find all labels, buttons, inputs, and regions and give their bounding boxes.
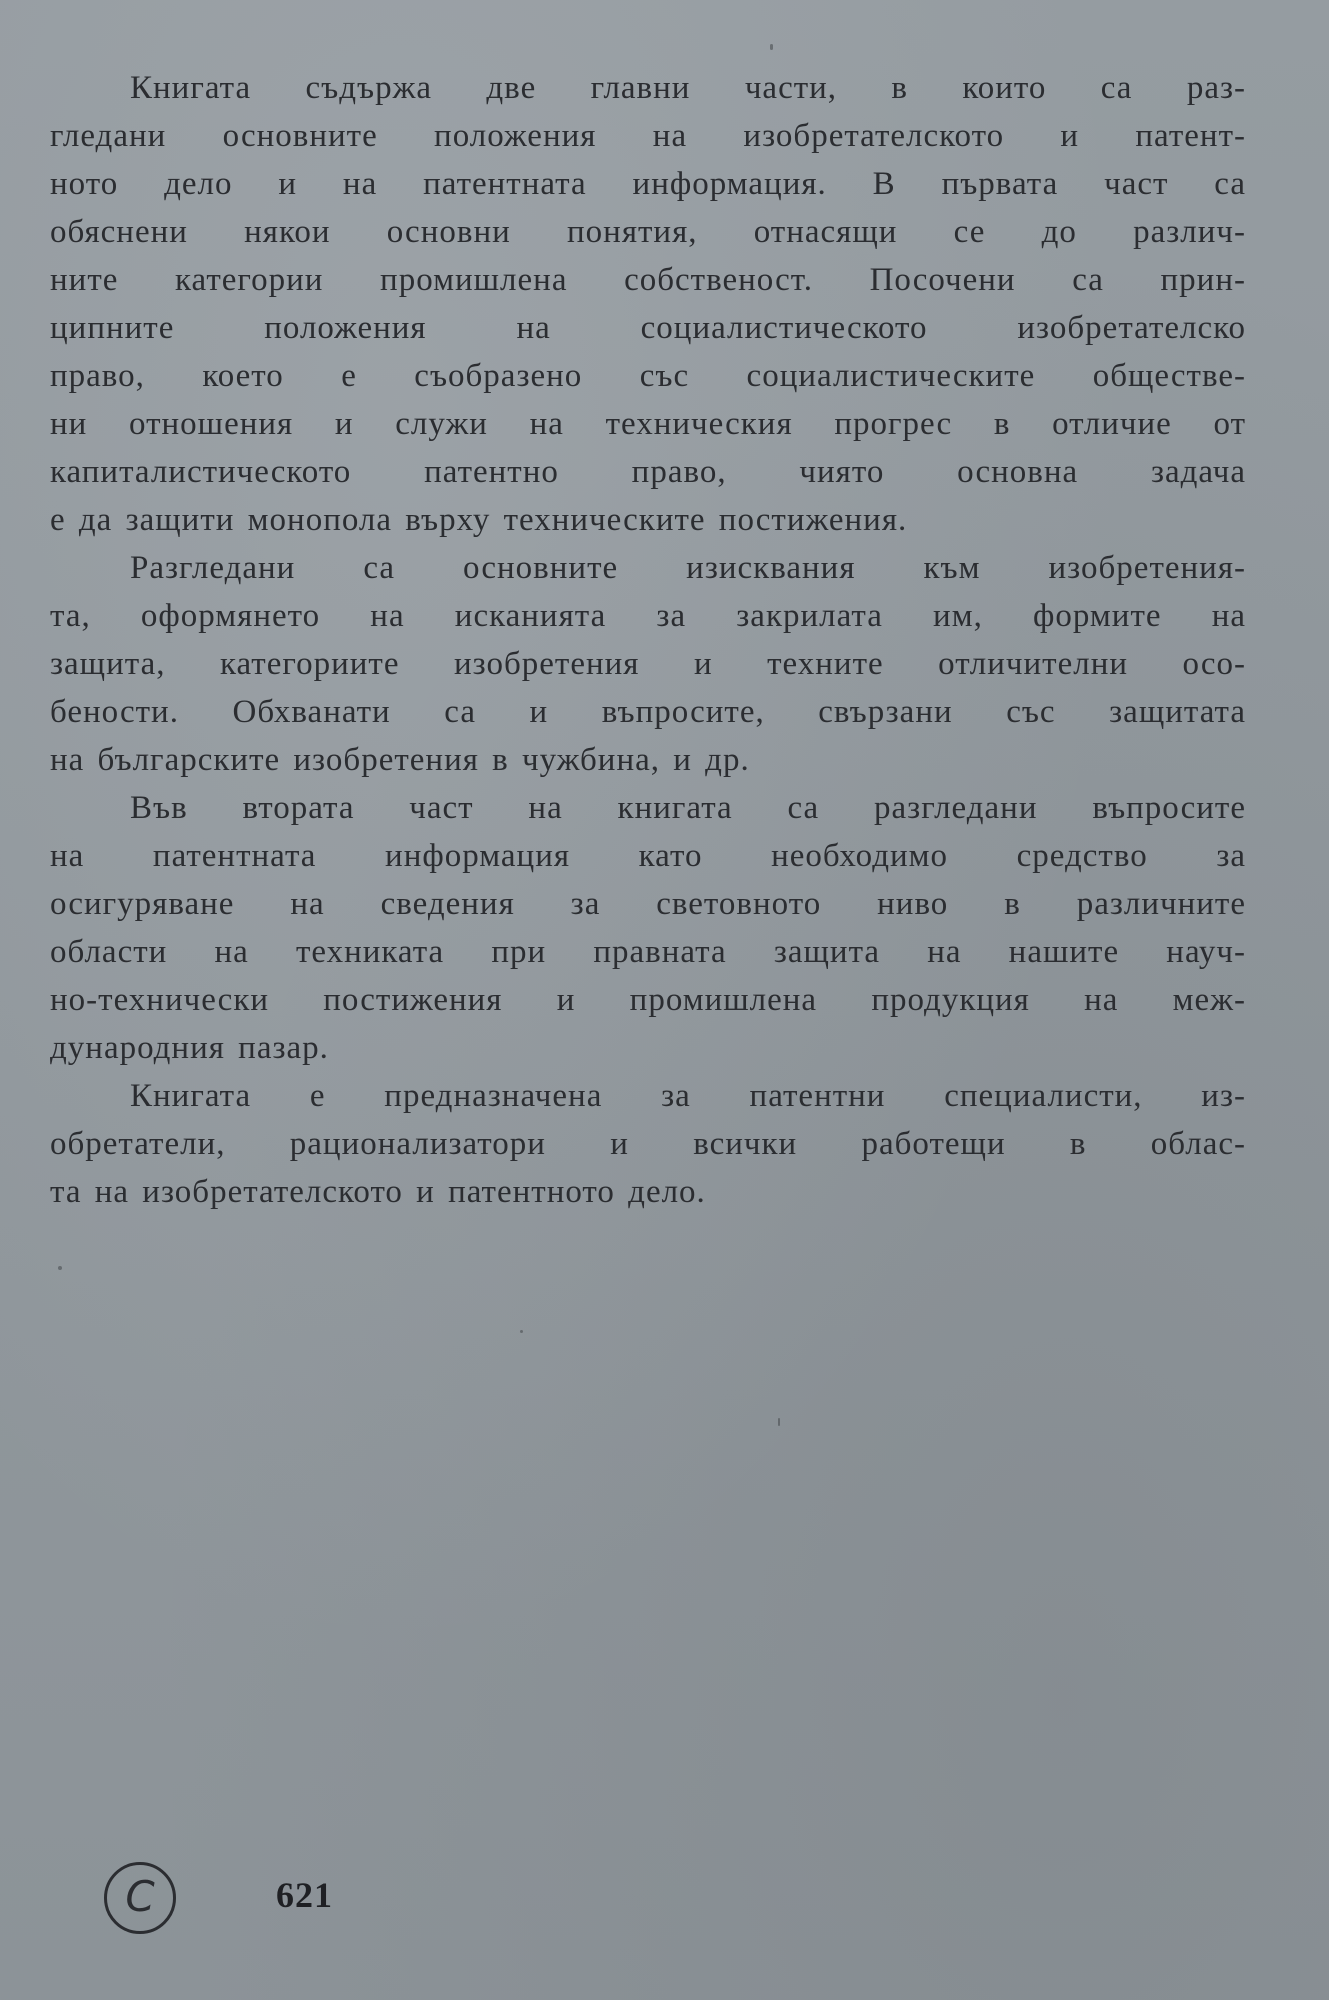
text-line: на българските изобретения в чужбина, и др. [50,742,750,778]
copyright-icon: C [104,1862,176,1934]
text-line: ното дело и на патентната информация. В първата част са [50,166,1246,202]
text-line: дународния пазар. [50,1030,329,1066]
text-line: ни отношения и служи на техническия прогрес в отличие от [50,406,1246,442]
text-line: ципните положения на социалистическото изобретателско [50,310,1246,346]
page-code: 621 [276,1875,333,1915]
text-line: обретатели, рационализатори и всички работещи в облас- [50,1126,1246,1162]
paper-speck [770,44,773,50]
text-line: Книгата съдържа две главни части, в които са раз- [130,70,1246,106]
paragraph-2 [50,544,1246,784]
paragraph-3 [50,784,1246,1072]
text-line: право, което е съобразено със социалистическите обществе- [50,358,1246,394]
text-line: области на техниката при правната защита на нашите науч- [50,934,1246,970]
text-line: е да защити монопола върху техническите постижения. [50,502,908,538]
text-line: капиталистическото патентно право, чиято основна задача [50,454,1246,490]
page-footer [104,1862,504,1942]
text-line: осигуряване на сведения за световното ниво в различните [50,886,1246,922]
text-line: на патентната информация като необходимо средство за [50,838,1246,874]
paragraph-1 [50,64,1246,544]
paper-speck [520,1330,523,1333]
text-line: Книгата е предназначена за патентни специалисти, из- [130,1078,1246,1114]
text-line: бености. Обхванати са и въпросите, свързани със защитата [50,694,1246,730]
text-line: гледани основните положения на изобретателското и патент- [50,118,1246,154]
text-line: но-технически постижения и промишлена продукция на меж- [50,982,1246,1018]
paper-speck [778,1418,780,1426]
text-line: Във втората част на книгата са разгледани въпросите [130,790,1246,826]
text-line: та, оформянето на исканията за закрилата им, формите на [50,598,1246,634]
text-line: Разгледани са основните изисквания към изобретения- [130,550,1246,586]
annotation-text [50,64,1246,1216]
text-line: ните категории промишлена собственост. Посочени са прин- [50,262,1246,298]
paragraph-4 [50,1072,1246,1216]
text-line: защита, категориите изобретения и техните отличителни осо- [50,646,1246,682]
paper-speck [58,1266,62,1270]
text-line: та на изобретателското и патентното дело. [50,1174,706,1210]
text-line: обяснени някои основни понятия, отнасящи се до различ- [50,214,1246,250]
